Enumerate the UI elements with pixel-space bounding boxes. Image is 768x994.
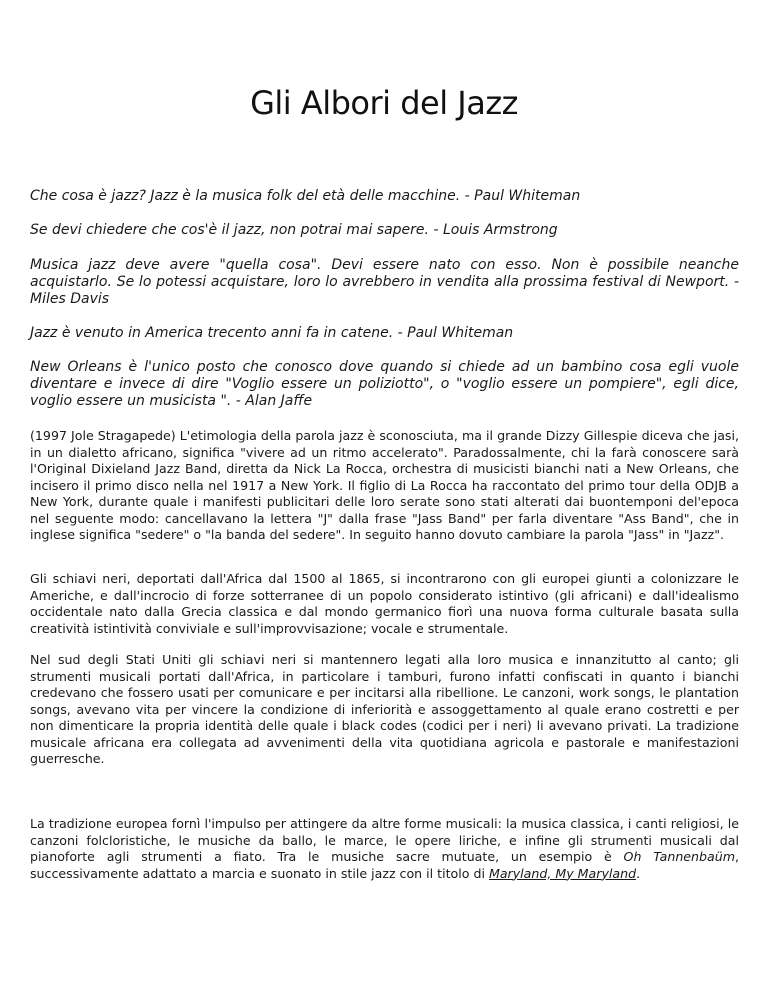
quote-3-block [30, 257, 739, 308]
title-maryland-link[interactable]: Maryland, My Maryland [488, 865, 637, 881]
quote-armstrong: Se devi chiedere che cos'è il jazz, non potrai mai sapere. - Louis Armstrong [30, 222, 558, 238]
paragraph-text-part-2: , successivamente adattato a marcia e suonato in stile jazz con il titolo di [30, 849, 740, 881]
quote-1-block [30, 188, 739, 205]
quote-whiteman-1: Che cosa è jazz? Jazz è la musica folk del età delle macchine. - Paul Whiteman [30, 188, 581, 204]
quote-jaffe: New Orleans è l'unico posto che conosco dove quando si chiede ad un bambino cosa egli vuole diventare e invece di dire "Voglio essere un poliziotto", o "voglio essere un pompiere", egli dice, voglio essere un musicista ". - Alan Jaffe [30, 359, 739, 409]
quote-2-block [30, 222, 739, 239]
paragraph-3-block [30, 652, 739, 768]
paragraph-south: Nel sud degli Stati Uniti gli schiavi neri si mantennero legati alla loro musica e innanzitutto al canto; gli strumenti musicali portati dall'Africa, in particolare i tamburi, furono infatti confiscati in quanto i bianchi credevano che fossero usati per comunicare e per incitarsi alla ribellione. Le canzoni, work songs, le plantation songs, avevano vita per vincere la condizione di inferiorità e assoggettamento al quale erano costretti e per non dimenticare la propria identità delle quale i black codes (codici per i neri) li avevano privati. La tradizione musicale africana era collegata ad avvenimenti della vita quotidiana agricola e pastorale e manifestazioni guerresche. [30, 652, 739, 766]
paragraph-1-block [30, 428, 739, 544]
paragraph-text-part-1: La tradizione europea fornì l'impulso per attingere da altre forme musicali: la musica classica, i canti religiosi, le canzoni folcloristiche, le musiche da ballo, le marce, le opere liriche, e infine gli strumenti musicali dal pianoforte agli strumenti a fiato. Tra le musiche sacre mutuate, un esempio è [30, 816, 739, 864]
paragraph-text-part-3: . [636, 865, 641, 881]
paragraph-2-block [30, 571, 739, 637]
quote-davis: Musica jazz deve avere "quella cosa". Devi essere nato con esso. Non è possibile neanche acquistarlo. Se lo potessi acquistare, loro lo avrebbero in vendita alla prossima festival di Newport. - Miles Davis [30, 257, 739, 307]
paragraph-european-tradition [30, 816, 739, 882]
paragraph-slaves: Gli schiavi neri, deportati dall'Africa dal 1500 al 1865, si incontrarono con gli europei giunti a colonizzare le Americhe, e dall'incrocio di forze sotterranee di un popolo considerato istintivo (gli africani) e dall'idealismo occidentale nato dalla Grecia classica e dal mondo germanico fiorì una nuova forma culturale basata sulla creatività istintività conviviale e sull'improvvisazione; vocale e strumentale. [30, 571, 739, 636]
paragraph-4-block [30, 816, 739, 882]
quote-whiteman-2: Jazz è venuto in America trecento anni fa in catene. - Paul Whiteman [30, 325, 514, 341]
paragraph-etymology: (1997 Jole Stragapede) L'etimologia della parola jazz è sconosciuta, ma il grande Dizzy Gillespie diceva che jasi, in un dialetto africano, significa "vivere ad un ritmo accelerato". Paradossalmente, chi la farà conoscere sarà l'Original Dixieland Jazz Band, diretta da Nick La Rocca, orchestra di musicisti bianchi nati a New Orleans, che incisero il primo disco nella nel 1917 a New York. Il figlio di La Rocca ha raccontato del primo tour della ODJB a New York, durante quale i manifesti publicitari delle loro serate sono stati alterati dai buontemponi del'epoca nel seguente modo: cancellavano la lettera "J" dalla frase "Jass Band" per farla diventare "Ass Band", che in inglese significa "sedere" o "la banda del sedere". In seguito hanno dovuto cambiare la parola "Jass" in "Jazz". [30, 428, 739, 542]
quote-5-block [30, 359, 739, 410]
page-title: Gli Albori del Jazz [250, 84, 518, 122]
quote-4-block [30, 325, 739, 342]
title-oh-tannenbaum: Oh Tannenbaüm [623, 849, 735, 864]
